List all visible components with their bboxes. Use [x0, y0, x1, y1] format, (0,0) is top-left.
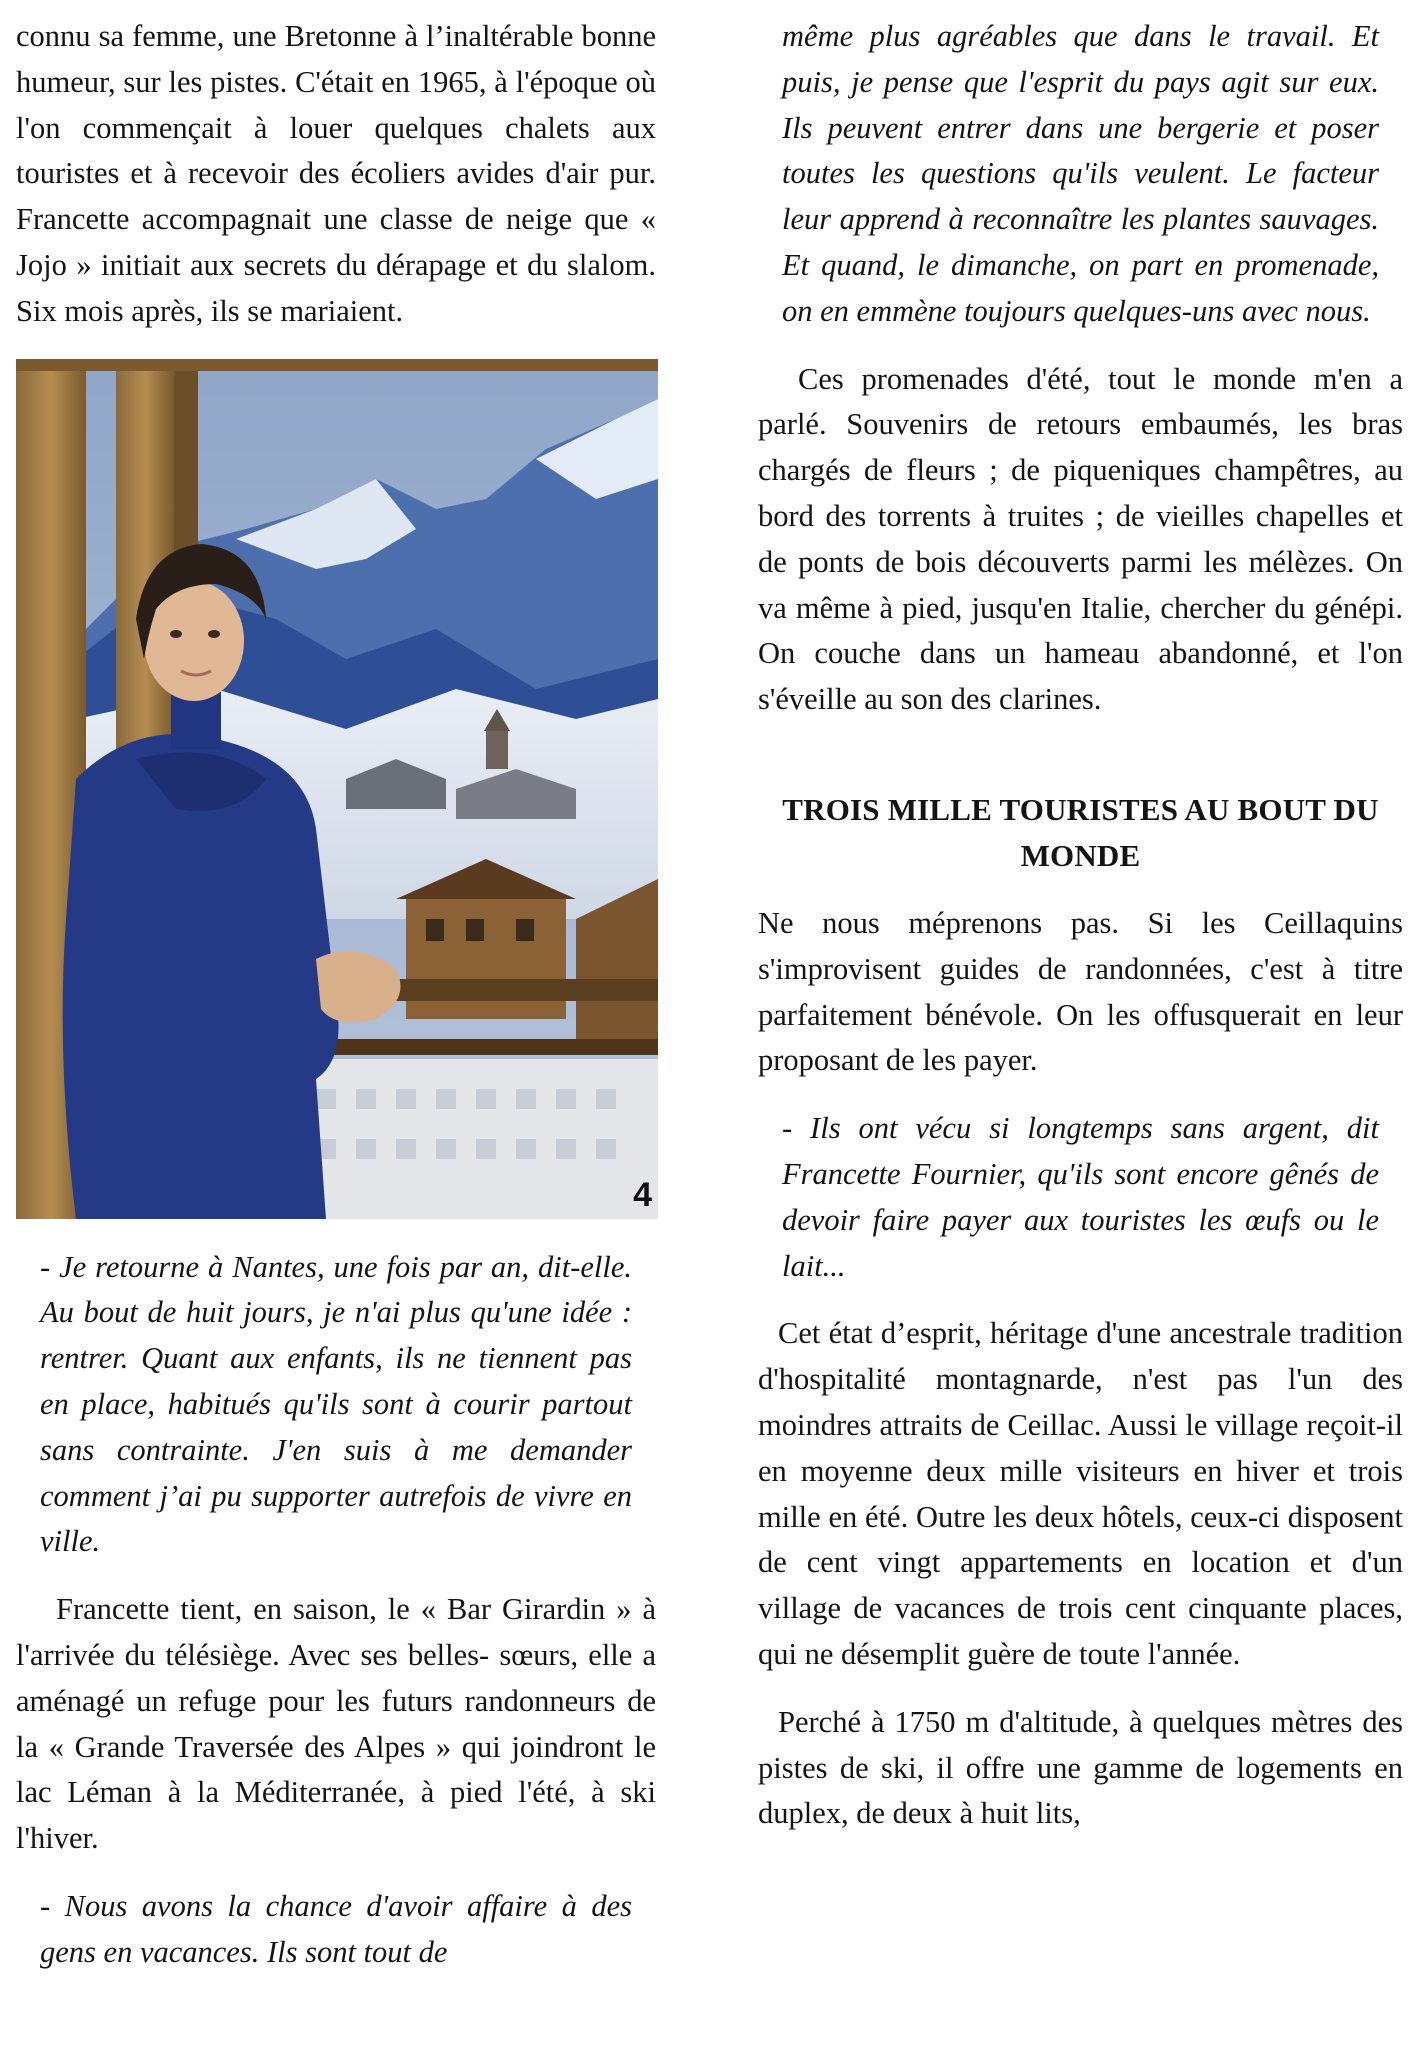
right-paragraph-4: Perché à 1750 m d'altitude, à quelques mètres des pistes de ski, il offre une gamme de logements en duplex, de deux à huit lits,	[758, 1704, 1403, 1831]
right-paragraph-2: Ne nous méprenons pas. Si les Ceillaquins s'improvisent guides de randonnées, c'est à titre parfaitement bénévole. On les offusquerait en leur proposant de les payer.	[758, 905, 1403, 1078]
right-quote: - Ils ont vécu si longtemps sans argent, dit Francette Fournier, qu'ils sont encore gênés de devoir faire payer aux touristes les œufs ou le lait...	[782, 1111, 1379, 1283]
left-quote-2: - Nous avons la chance d'avoir affaire à des gens en vacances. Ils sont tout de	[40, 1888, 632, 1969]
left-paragraph-2: Francette tient, en saison, le « Bar Girardin » à l'arrivée du télésiège. Avec ses belles- sœurs, elle a aménagé un refuge pour les futurs randonneurs de la « Grande Traversée des Alpes » qui joindront le lac Léman à la Méditerranée, à pied l'été, à ski l'hiver.	[16, 1592, 656, 1856]
right-column	[758, 14, 1403, 1837]
left-quote-1: - Je retourne à Nantes, une fois par an, dit-elle. Au bout de huit jours, je n'ai plus qu'une idée : rentrer. Quant aux enfants, ils ne tiennent pas en place, habitués qu'ils sont à courir partout sans contrainte. J'en suis à me demander comment j’ai pu supporter autrefois de vivre en ville.	[40, 1249, 632, 1559]
right-paragraph-1: Ces promenades d'été, tout le monde m'en a parlé. Souvenirs de retours embaumés, les bras chargés de fleurs ; de piqueniques champêtres, au bord des torrents à truites ; de vieilles chapelles et de ponts de bois découverts parmi les mélèzes. On va même à pied, jusqu'en Italie, chercher du génépi. On couche dans un hameau abandonné, et l'on s'éveille au son des clarines.	[758, 361, 1403, 717]
right-quote-continuation: même plus agréables que dans le travail. Et puis, je pense que l'esprit du pays agit sur eux. Ils peuvent entrer dans une bergerie et poser toutes les questions qu'ils veulent. Le facteur leur apprend à reconnaître les plantes sauvages. Et quand, le dimanche, on part en promenade, on en emmène toujours quelques-uns avec nous.	[782, 19, 1379, 328]
photo-number: 4	[633, 1175, 652, 1214]
photo-woman-at-window	[16, 359, 658, 1219]
right-paragraph-3: Cet état d’esprit, héritage d'une ancestrale tradition d'hospitalité montagnarde, n'est pas l'un des moindres attraits de Ceillac. Aussi le village reçoit-il en moyenne deux mille visiteurs en hiver et trois mille en été. Outre les deux hôtels, ceux-ci disposent de cent vingt appartements en location et d'un village de vacances de trois cent cinquante places, qui ne désemplit guère de toute l'année.	[758, 1316, 1403, 1671]
left-column	[16, 14, 656, 1976]
photo-illustration	[16, 359, 658, 1219]
section-heading: TROIS MILLE TOURISTES AU BOUT DU MONDE	[782, 791, 1379, 873]
left-paragraph-1: connu sa femme, une Bretonne à l’inaltérable bonne humeur, sur les pistes. C'était en 1965, à l'époque où l'on commençait à louer quelques chalets aux touristes et à recevoir des écoliers avides d'air pur. Francette accompagnait une classe de neige que « Jojo » initiait aux secrets du dérapage et du slalom. Six mois après, ils se mariaient.	[16, 19, 656, 328]
